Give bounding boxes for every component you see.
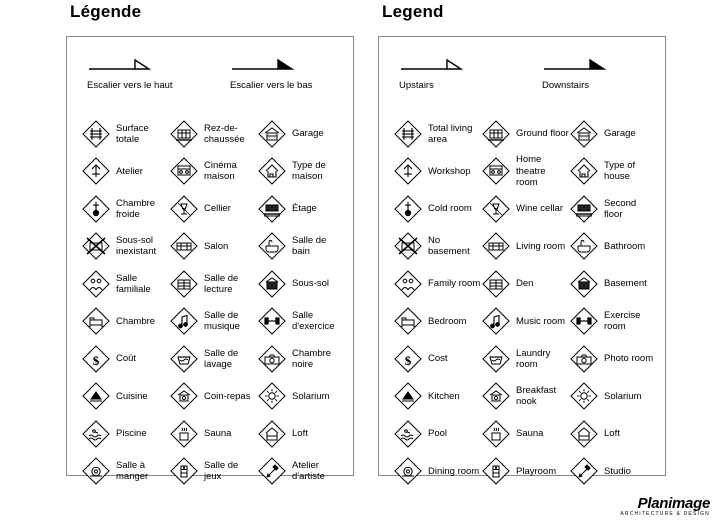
bedroom-icon [393, 306, 423, 336]
legend-item-label: Sous-sol inexistant [116, 235, 157, 258]
wine-cellar-icon [169, 194, 199, 224]
legend-item [169, 190, 257, 228]
legend-item [393, 340, 481, 378]
workshop-icon [393, 156, 423, 186]
photo-room-icon [257, 344, 287, 374]
stairs-up-label-en: Upstairs [399, 80, 434, 91]
legend-item-label: Coin-repas [204, 390, 251, 402]
legend-item-label: Loft [292, 428, 308, 440]
legend-item-label: Basement [604, 278, 647, 290]
legend-item-label: Wine cellar [516, 203, 563, 215]
legend-item [169, 153, 257, 191]
legend-item [81, 453, 169, 491]
legend-item [257, 265, 345, 303]
legend-item-label: Living room [516, 240, 566, 252]
den-icon [481, 269, 511, 299]
ground-floor-icon [481, 119, 511, 149]
legend-item-label: Den [516, 278, 534, 290]
stairs-down-label-fr: Escalier vers le bas [230, 80, 313, 91]
legend-item [569, 453, 657, 491]
page-title-fr: Légende [70, 2, 142, 21]
bathroom-icon [257, 231, 287, 261]
legend-item [257, 415, 345, 453]
house-type-icon [257, 156, 287, 186]
legend-item-label: Piscine [116, 428, 147, 440]
legend-item-label: Ground floor [516, 128, 569, 140]
basement-icon [569, 269, 599, 299]
legend-item-label: Kitchen [428, 390, 460, 402]
legend-item-label: Atelier [116, 165, 143, 177]
workshop-icon [81, 156, 111, 186]
legend-item [569, 415, 657, 453]
legend-item-label: Chambre [116, 315, 156, 327]
cost-icon [81, 344, 111, 374]
legend-item [393, 190, 481, 228]
legend-item [169, 228, 257, 266]
studio-icon [257, 456, 287, 486]
den-icon [169, 269, 199, 299]
legend-item [481, 153, 569, 191]
legend-item [81, 115, 169, 153]
legend-item [257, 453, 345, 491]
stairs-header-fr [67, 37, 353, 92]
loft-icon [257, 419, 287, 449]
kitchen-icon [81, 381, 111, 411]
arrow-up-stairs-outline-icon [399, 55, 522, 77]
legend-item [81, 303, 169, 341]
legend-item-label: Salle de jeux [204, 460, 239, 483]
no-basement-icon [393, 231, 423, 261]
garage-icon [569, 119, 599, 149]
playroom-icon [169, 456, 199, 486]
legend-item [257, 340, 345, 378]
legend-item [569, 378, 657, 416]
second-floor-icon [569, 194, 599, 224]
legend-item-label: Dining room [428, 465, 480, 477]
home-theatre-icon [481, 156, 511, 186]
garage-icon [257, 119, 287, 149]
svg-text:$: $ [404, 352, 412, 368]
legend-item-label: Sauna [516, 428, 544, 440]
stairs-up-label-fr: Escalier vers le haut [87, 80, 173, 91]
legend-item [257, 378, 345, 416]
legend-item [569, 190, 657, 228]
legend-panel-fr [66, 36, 354, 483]
arrow-up-stairs-outline-icon [87, 55, 210, 77]
legend-grid-fr [67, 115, 353, 483]
legend-item-label: Sous-sol [292, 278, 329, 290]
legend-item-label: Rez-de-chaussée [204, 122, 245, 145]
exercise-room-icon [569, 306, 599, 336]
legend-item [169, 340, 257, 378]
legend-item [393, 228, 481, 266]
legend-item [81, 415, 169, 453]
legend-item-label: Cinéma maison [204, 160, 237, 183]
legend-item-label: Second floor [604, 197, 637, 220]
legend-item [393, 453, 481, 491]
legend-item [481, 303, 569, 341]
basement-icon [257, 269, 287, 299]
stairs-upstairs-fr [67, 55, 210, 92]
house-type-icon [569, 156, 599, 186]
planimage-logo [620, 495, 710, 517]
legend-grid-en [379, 115, 665, 477]
legend-item [569, 153, 657, 191]
legend-item-label: Bedroom [428, 315, 467, 327]
cold-room-icon [81, 194, 111, 224]
legend-item-label: Garage [604, 128, 636, 140]
arrow-down-stairs-solid-icon [542, 55, 665, 77]
legend-item [569, 228, 657, 266]
cold-room-icon [393, 194, 423, 224]
pool-icon [81, 419, 111, 449]
music-room-icon [169, 306, 199, 336]
legend-item [481, 415, 569, 453]
legend-item [169, 415, 257, 453]
legend-item [257, 228, 345, 266]
arrow-down-stairs-solid-icon [230, 55, 353, 77]
legend-item-label: Coût [116, 353, 137, 365]
legend-item-label: Cuisine [116, 390, 148, 402]
svg-text:$: $ [92, 352, 100, 368]
second-floor-icon [257, 194, 287, 224]
legend-item [81, 228, 169, 266]
legend-item [481, 190, 569, 228]
legend-item [569, 115, 657, 153]
sauna-icon [169, 419, 199, 449]
legend-item [81, 378, 169, 416]
loft-icon [569, 419, 599, 449]
wine-cellar-icon [481, 194, 511, 224]
logo-tagline: ARCHITECTURE & DESIGN [620, 511, 710, 517]
legend-item [169, 265, 257, 303]
playroom-icon [481, 456, 511, 486]
sauna-icon [481, 419, 511, 449]
legend-item [257, 303, 345, 341]
legend-item [481, 340, 569, 378]
breakfast-nook-icon [169, 381, 199, 411]
photo-room-icon [569, 344, 599, 374]
legend-item [481, 228, 569, 266]
legend-item-label: Pool [428, 428, 448, 440]
pool-icon [393, 419, 423, 449]
stairs-header-en [379, 37, 665, 92]
legend-item-label: Total living area [428, 122, 473, 145]
legend-item-label: Salle de bain [292, 235, 327, 258]
legend-item-label: Salle familiale [116, 272, 151, 295]
legend-item [569, 340, 657, 378]
legend-item-label: Type of house [604, 160, 636, 183]
legend-item-label: Breakfast nook [516, 385, 557, 408]
solarium-icon [569, 381, 599, 411]
legend-item-label: Family room [428, 278, 481, 290]
legend-item-label: Salle à manger [116, 460, 149, 483]
family-room-icon [393, 269, 423, 299]
legend-item [81, 265, 169, 303]
legend-item [393, 265, 481, 303]
legend-item-label: Sauna [204, 428, 232, 440]
legend-item-label: Cost [428, 353, 448, 365]
home-theatre-icon [169, 156, 199, 186]
legend-item [81, 153, 169, 191]
legend-panel-en [378, 36, 666, 476]
family-room-icon [81, 269, 111, 299]
legend-item [81, 340, 169, 378]
logo-name: Planimage [637, 495, 710, 512]
legend-item [393, 115, 481, 153]
legend-item-label: Solarium [604, 390, 642, 402]
living-room-icon [169, 231, 199, 261]
page-title-en: Legend [382, 2, 444, 21]
legend-item-label: Chambre noire [292, 347, 332, 370]
legend-item [393, 153, 481, 191]
total-area-icon [81, 119, 111, 149]
legend-item-label: Étage [292, 203, 317, 215]
bathroom-icon [569, 231, 599, 261]
legend-item [393, 415, 481, 453]
legend-item-label: Surface totale [116, 122, 149, 145]
ground-floor-icon [169, 119, 199, 149]
legend-item-label: Salle de lavage [204, 347, 239, 370]
legend-item [169, 115, 257, 153]
legend-item-label: Loft [604, 428, 620, 440]
cost-icon [393, 344, 423, 374]
studio-icon [569, 456, 599, 486]
no-basement-icon [81, 231, 111, 261]
stairs-upstairs-en [379, 55, 522, 92]
legend-item-label: Laundry room [516, 347, 551, 370]
legend-item-label: Music room [516, 315, 566, 327]
legend-item-label: Cellier [204, 203, 231, 215]
kitchen-icon [393, 381, 423, 411]
legend-item [481, 265, 569, 303]
laundry-room-icon [169, 344, 199, 374]
legend-item-label: Garage [292, 128, 324, 140]
legend-item-label: Cold room [428, 203, 472, 215]
legend-item [481, 115, 569, 153]
legend-item [481, 378, 569, 416]
legend-item [481, 453, 569, 491]
legend-item-label: Atelier d'artiste [292, 460, 325, 483]
legend-item [81, 190, 169, 228]
laundry-room-icon [481, 344, 511, 374]
legend-item [393, 378, 481, 416]
stairs-down-label-en: Downstairs [542, 80, 589, 91]
legend-item [257, 153, 345, 191]
legend-item [169, 303, 257, 341]
stairs-downstairs-fr [210, 55, 353, 92]
legend-item [169, 453, 257, 491]
dining-room-icon [393, 456, 423, 486]
legend-item-label: Exercise room [604, 310, 641, 333]
living-room-icon [481, 231, 511, 261]
legend-item [169, 378, 257, 416]
legend-item [257, 115, 345, 153]
legend-item-label: Bathroom [604, 240, 646, 252]
legend-item-label: Salon [204, 240, 229, 252]
legend-item [393, 303, 481, 341]
total-area-icon [393, 119, 423, 149]
music-room-icon [481, 306, 511, 336]
legend-item-label: No basement [428, 235, 470, 258]
legend-item-label: Photo room [604, 353, 654, 365]
legend-item-label: Salle d'exercice [292, 310, 335, 333]
solarium-icon [257, 381, 287, 411]
legend-item-label: Solarium [292, 390, 330, 402]
bedroom-icon [81, 306, 111, 336]
exercise-room-icon [257, 306, 287, 336]
legend-item-label: Chambre froide [116, 197, 156, 220]
legend-item-label: Salle de lecture [204, 272, 239, 295]
legend-item-label: Workshop [428, 165, 471, 177]
legend-item [569, 265, 657, 303]
stairs-downstairs-en [522, 55, 665, 92]
legend-item-label: Playroom [516, 465, 557, 477]
legend-item-label: Studio [604, 465, 631, 477]
legend-item [569, 303, 657, 341]
legend-item-label: Type de maison [292, 160, 326, 183]
legend-item-label: Salle de musique [204, 310, 240, 333]
dining-room-icon [81, 456, 111, 486]
legend-item-label: Home theatre room [516, 154, 546, 188]
legend-item [257, 190, 345, 228]
breakfast-nook-icon [481, 381, 511, 411]
